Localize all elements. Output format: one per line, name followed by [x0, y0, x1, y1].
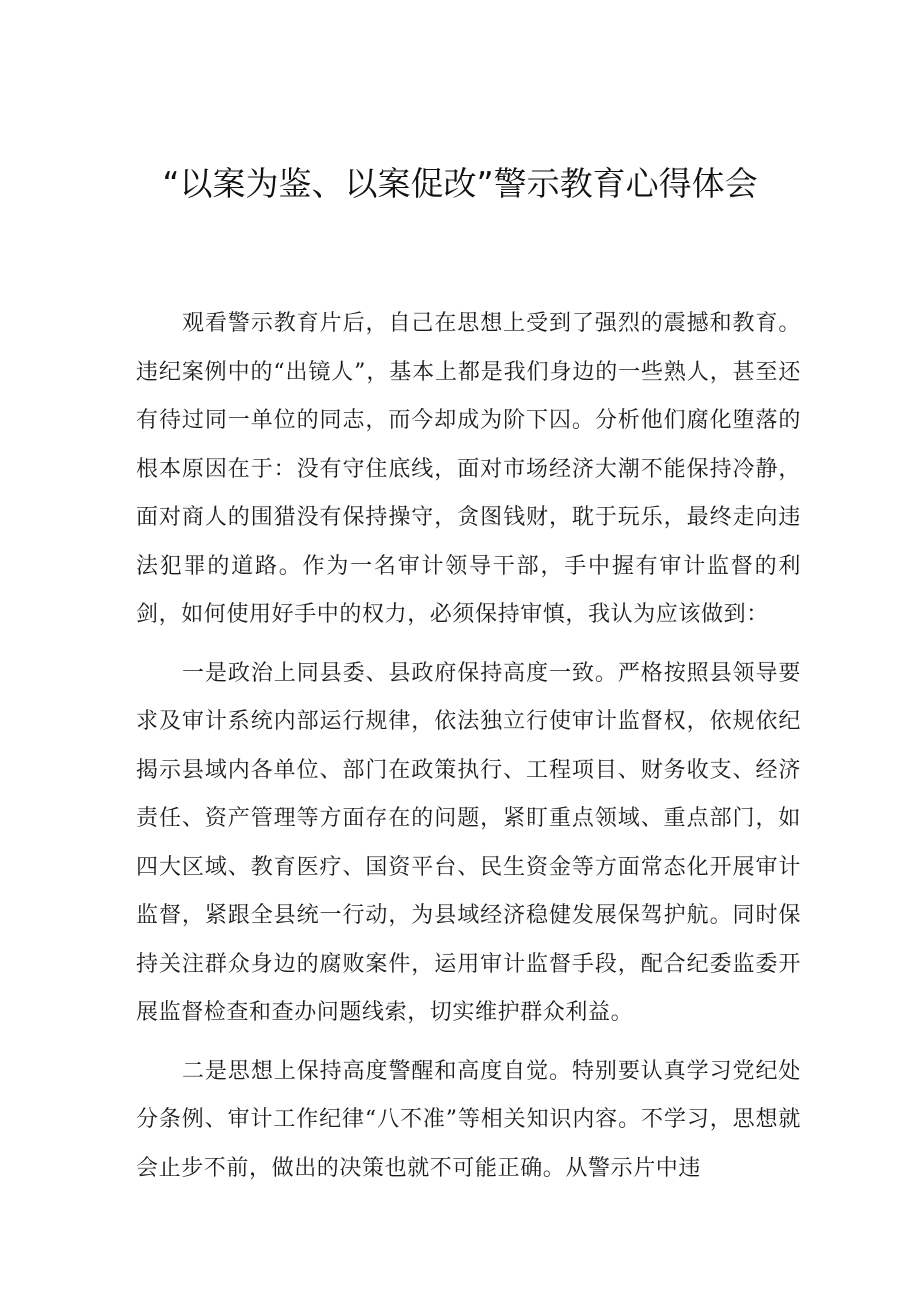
paragraph-intro: 观看警示教育片后，自己在思想上受到了强烈的震撼和教育。违纪案例中的“出镜人”，基本上都是我们身边的一些熟人，甚至还有待过同一单位的同志，而今却成为阶下囚。分析他们腐化堕落的根本原因在于：没有守住底线，面对市场经济大潮不能保持冷静，面对商人的围猎没有保持操守，贪图钱财，耽于玩乐，最终走向违法犯罪的道路。作为一名审计领导干部，手中握有审计监督的利剑，如何使用好手中的权力，必须保持审慎，我认为应该做到：: [136, 311, 801, 627]
paragraph-point-one: 一是政治上同县委、县政府保持高度一致。严格按照县领导要求及审计系统内部运行规律，依法独立行使审计监督权，依规依纪揭示县域内各单位、部门在政策执行、工程项目、财务收支、经济责任、资产管理等方面存在的问题，紧盯重点领域、重点部门，如四大区域、教育医疗、国资平台、民生资金等方面常态化开展审计监督，紧跟全县统一行动，为县域经济稳健发展保驾护航。同时保持关注群众身边的腐败案件，运用审计监督手段，配合纪委监委开展监督检查和查办问题线索，切实维护群众利益。: [136, 660, 801, 1025]
paragraph-point-two: 二是思想上保持高度警醒和高度自觉。特别要认真学习党纪处分条例、审计工作纪律“八不准”等相关知识内容。不学习，思想就会止步不前，做出的决策也就不可能正确。从警示片中违: [136, 1058, 801, 1181]
document-title: “以案为鉴、以案促改”警示教育心得体会: [162, 164, 758, 203]
document-body: [136, 300, 801, 1193]
